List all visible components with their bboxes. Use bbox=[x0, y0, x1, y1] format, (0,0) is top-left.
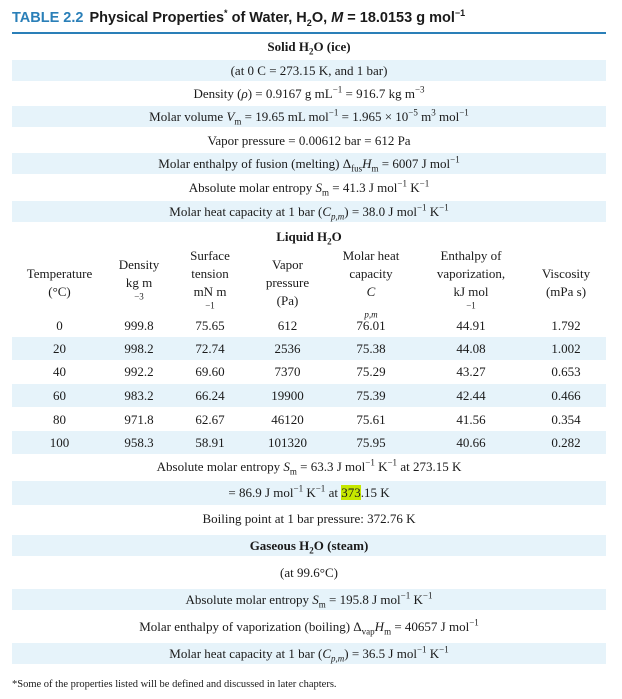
text-fragment: H bbox=[374, 619, 385, 634]
text-fragment: −1 bbox=[400, 590, 411, 601]
text-fragment: 0.282 bbox=[551, 435, 581, 450]
text-fragment: m bbox=[234, 116, 242, 127]
text-fragment: = 1.965 × 10 bbox=[338, 109, 409, 124]
text-fragment: −3 bbox=[134, 291, 144, 302]
text-fragment: −3 bbox=[414, 84, 425, 95]
text-fragment: Absolute molar entropy bbox=[156, 459, 284, 474]
text-fragment: K bbox=[426, 646, 440, 661]
text-fragment: (°C) bbox=[48, 284, 71, 299]
text-fragment: −1 bbox=[439, 202, 449, 213]
text-fragment: V bbox=[226, 109, 235, 124]
text-fragment: 0.466 bbox=[551, 388, 581, 403]
text-fragment: −1 bbox=[416, 202, 427, 213]
text-fragment: 101320 bbox=[268, 435, 307, 450]
text-fragment: m bbox=[318, 599, 326, 610]
text-fragment: −1 bbox=[293, 483, 304, 494]
text-fragment: 41.56 bbox=[456, 412, 486, 427]
text-fragment: −1 bbox=[450, 154, 460, 165]
text-fragment: 0 bbox=[56, 318, 63, 333]
col-header-enthalpy bbox=[416, 248, 526, 312]
text-fragment: = 86.9 J mol bbox=[228, 485, 294, 500]
text-fragment: −1 bbox=[422, 590, 433, 601]
text-fragment: 66.24 bbox=[195, 388, 225, 403]
text-fragment: −1 bbox=[469, 617, 479, 628]
text-fragment: vap bbox=[361, 626, 375, 637]
table-row bbox=[12, 314, 606, 337]
text-fragment: −1 bbox=[332, 84, 343, 95]
text-fragment: Viscosity bbox=[541, 266, 591, 281]
text-fragment: = 916.7 kg m bbox=[342, 86, 415, 101]
text-fragment: fus bbox=[351, 163, 363, 174]
text-fragment: pressure bbox=[265, 275, 310, 290]
text-fragment: S bbox=[315, 180, 323, 195]
text-fragment: 46120 bbox=[271, 412, 304, 427]
text-fragment: 2 bbox=[306, 17, 312, 28]
solid-density bbox=[12, 83, 606, 104]
text-fragment: Physical Properties bbox=[89, 10, 225, 26]
text-fragment: = 19.65 mL mol bbox=[241, 109, 329, 124]
text-fragment: kg m bbox=[125, 275, 153, 290]
text-fragment: Solid H bbox=[267, 39, 309, 54]
col-header-temperature bbox=[12, 254, 107, 312]
text-fragment: Vapor bbox=[271, 257, 304, 272]
text-fragment: Temperature bbox=[26, 266, 93, 281]
liquid-entropy-273 bbox=[12, 456, 606, 477]
text-fragment: C bbox=[366, 284, 376, 299]
table-title bbox=[12, 6, 612, 30]
gas-heat-capacity bbox=[12, 643, 606, 664]
text-fragment: p,m bbox=[330, 211, 345, 222]
table-row bbox=[12, 384, 606, 407]
solid-heat-capacity bbox=[12, 201, 606, 222]
text-fragment: ) = 36.5 J mol bbox=[344, 646, 417, 661]
text-fragment: 992.2 bbox=[124, 364, 154, 379]
text-fragment: = 6007 J mol bbox=[378, 156, 451, 171]
text-fragment: Molar enthalpy of vaporization (boiling) Δ bbox=[139, 619, 362, 634]
text-fragment: * bbox=[224, 8, 228, 19]
text-fragment: 2 bbox=[327, 236, 332, 247]
text-fragment: K bbox=[303, 485, 316, 500]
text-fragment: mN m bbox=[193, 284, 227, 299]
text-fragment: 75.95 bbox=[356, 435, 386, 450]
text-fragment: 44.08 bbox=[456, 341, 486, 356]
text-fragment: 60 bbox=[53, 388, 66, 403]
text-fragment: ) = 0.9167 g mL bbox=[247, 86, 333, 101]
text-fragment: −1 bbox=[365, 457, 375, 468]
text-fragment: −1 bbox=[397, 178, 407, 189]
text-fragment: 62.67 bbox=[195, 412, 225, 427]
text-fragment: K bbox=[406, 180, 420, 195]
col-header-viscosity bbox=[526, 254, 606, 312]
gas-enthalpy-vaporization bbox=[12, 616, 606, 637]
text-fragment: 0.653 bbox=[551, 364, 581, 379]
table-row bbox=[12, 337, 606, 360]
text-fragment: 40.66 bbox=[456, 435, 486, 450]
text-fragment: 75.38 bbox=[356, 341, 386, 356]
text-fragment: m bbox=[289, 466, 297, 477]
text-fragment: 100 bbox=[49, 435, 70, 450]
solid-molar-volume bbox=[12, 106, 606, 127]
text-fragment: m bbox=[417, 109, 432, 124]
text-fragment: 1.792 bbox=[551, 318, 581, 333]
text-fragment: Density bbox=[118, 257, 160, 272]
text-fragment: 75.39 bbox=[356, 388, 386, 403]
solid-heading bbox=[12, 36, 606, 57]
text-fragment: Absolute molar entropy bbox=[185, 592, 313, 607]
footnote: *Some of the properties listed will be defined and discussed in later chapters. bbox=[12, 679, 337, 690]
text-fragment: O, bbox=[311, 10, 332, 26]
text-fragment: (Pa) bbox=[276, 293, 299, 308]
text-fragment: 971.8 bbox=[124, 412, 154, 427]
table-row bbox=[12, 408, 606, 431]
text-fragment: Molar volume bbox=[149, 109, 227, 124]
text-fragment: Molar heat capacity at 1 bar ( bbox=[169, 204, 323, 219]
text-fragment: 58.91 bbox=[195, 435, 225, 450]
text-fragment: p,m bbox=[330, 653, 345, 664]
text-fragment: K bbox=[374, 459, 388, 474]
text-fragment: −1 bbox=[419, 178, 430, 189]
text-fragment: −1 bbox=[454, 8, 466, 19]
text-fragment: = 40657 J mol bbox=[391, 619, 470, 634]
text-fragment: K bbox=[410, 592, 423, 607]
text-fragment: 20 bbox=[53, 341, 66, 356]
text-fragment: 958.3 bbox=[124, 435, 154, 450]
text-fragment: Liquid H bbox=[276, 229, 328, 244]
text-fragment: −1 bbox=[459, 107, 469, 118]
text-fragment: 42.44 bbox=[456, 388, 486, 403]
text-fragment: 2 bbox=[309, 545, 314, 556]
text-fragment: Gaseous H bbox=[249, 538, 310, 553]
text-fragment: 72.74 bbox=[195, 341, 225, 356]
table-row bbox=[12, 431, 606, 454]
text-fragment: −1 bbox=[416, 644, 427, 655]
col-header-heat-capacity bbox=[326, 248, 416, 320]
text-fragment: 40 bbox=[53, 364, 66, 379]
text-fragment: p,m bbox=[364, 309, 378, 320]
liquid-heading bbox=[12, 226, 606, 247]
solid-conditions: (at 0 C = 273.15 K, and 1 bar) bbox=[12, 60, 606, 81]
text-fragment: = 41.3 J mol bbox=[329, 180, 398, 195]
text-fragment: 3 bbox=[431, 107, 436, 118]
text-fragment: = 18.0153 g mol bbox=[343, 10, 455, 26]
col-header-surface-tension bbox=[171, 248, 249, 312]
text-fragment: at 273.15 K bbox=[397, 459, 462, 474]
text-fragment: 1.002 bbox=[551, 341, 581, 356]
text-fragment: C bbox=[322, 646, 331, 661]
text-fragment: −1 bbox=[315, 483, 326, 494]
text-fragment: 0.354 bbox=[551, 412, 581, 427]
text-fragment: vaporization, bbox=[436, 266, 506, 281]
text-fragment: M bbox=[331, 10, 344, 26]
text-fragment: .15 K bbox=[360, 485, 390, 500]
text-fragment: −5 bbox=[408, 107, 418, 118]
text-fragment: ρ bbox=[241, 86, 248, 101]
text-fragment: 75.61 bbox=[356, 412, 386, 427]
text-fragment: Molar enthalpy of fusion (melting) Δ bbox=[158, 156, 352, 171]
text-fragment: 2 bbox=[308, 46, 314, 57]
table-number: TABLE 2.2 bbox=[12, 10, 84, 26]
text-fragment: 43.27 bbox=[456, 364, 486, 379]
text-fragment: Molar heat capacity at 1 bar ( bbox=[169, 646, 323, 661]
solid-entropy bbox=[12, 177, 606, 198]
text-fragment: 612 bbox=[277, 318, 298, 333]
text-fragment: −1 bbox=[205, 300, 215, 311]
text-fragment: −1 bbox=[387, 457, 398, 468]
text-fragment: 69.60 bbox=[195, 364, 225, 379]
text-fragment: m bbox=[322, 187, 330, 198]
text-fragment: 75.65 bbox=[195, 318, 225, 333]
liquid-entropy-373 bbox=[12, 481, 606, 505]
text-fragment: K bbox=[426, 204, 440, 219]
gas-conditions: (at 99.6°C) bbox=[280, 565, 338, 580]
text-fragment: C bbox=[322, 204, 331, 219]
text-fragment: kJ mol bbox=[453, 284, 489, 299]
text-fragment: H bbox=[362, 156, 372, 171]
text-fragment: of Water, H bbox=[227, 10, 307, 26]
text-fragment: 983.2 bbox=[124, 388, 154, 403]
highlighted-text: 373 bbox=[341, 485, 361, 500]
title-rule bbox=[12, 32, 606, 34]
text-fragment: capacity bbox=[349, 266, 393, 281]
text-fragment: −1 bbox=[439, 644, 449, 655]
text-fragment: Absolute molar entropy bbox=[188, 180, 316, 195]
text-fragment: O (ice) bbox=[313, 39, 351, 54]
gas-heading bbox=[12, 535, 606, 556]
text-fragment: 998.2 bbox=[124, 341, 154, 356]
text-fragment: ) = 38.0 J mol bbox=[344, 204, 417, 219]
text-fragment: 80 bbox=[53, 412, 66, 427]
col-header-density bbox=[107, 254, 171, 312]
text-fragment: O (steam) bbox=[313, 538, 369, 553]
text-fragment: (mPa s) bbox=[545, 284, 587, 299]
text-fragment: tension bbox=[191, 266, 229, 281]
text-fragment: S bbox=[312, 592, 319, 607]
text-fragment: −1 bbox=[328, 107, 339, 118]
text-fragment: m bbox=[384, 626, 392, 637]
text-fragment: at bbox=[325, 485, 342, 500]
text-fragment: m bbox=[371, 163, 379, 174]
text-fragment: 44.91 bbox=[456, 318, 486, 333]
col-header-vapor-pressure bbox=[249, 254, 326, 312]
text-fragment: mol bbox=[435, 109, 460, 124]
solid-enthalpy-fusion bbox=[12, 153, 606, 174]
text-fragment: −1 bbox=[466, 300, 476, 311]
text-fragment: 76.01 bbox=[356, 318, 386, 333]
text-fragment: Enthalpy of bbox=[440, 248, 502, 263]
text-fragment: 2536 bbox=[274, 341, 301, 356]
liquid-boiling-point: Boiling point at 1 bar pressure: 372.76 K bbox=[202, 511, 416, 526]
text-fragment: Molar heat bbox=[342, 248, 400, 263]
text-fragment: Surface bbox=[190, 248, 230, 263]
text-fragment: 19900 bbox=[271, 388, 304, 403]
text-fragment: O bbox=[331, 229, 342, 244]
text-fragment: 999.8 bbox=[124, 318, 154, 333]
text-fragment: 75.29 bbox=[356, 364, 386, 379]
text-fragment: = 63.3 J mol bbox=[296, 459, 366, 474]
text-fragment: S bbox=[283, 459, 290, 474]
text-fragment: = 195.8 J mol bbox=[325, 592, 401, 607]
text-fragment: Density ( bbox=[193, 86, 242, 101]
text-fragment: 7370 bbox=[274, 364, 301, 379]
gas-entropy bbox=[12, 589, 606, 610]
solid-vapor-pressure: Vapor pressure = 0.00612 bar = 612 Pa bbox=[207, 133, 411, 148]
table-row bbox=[12, 360, 606, 383]
